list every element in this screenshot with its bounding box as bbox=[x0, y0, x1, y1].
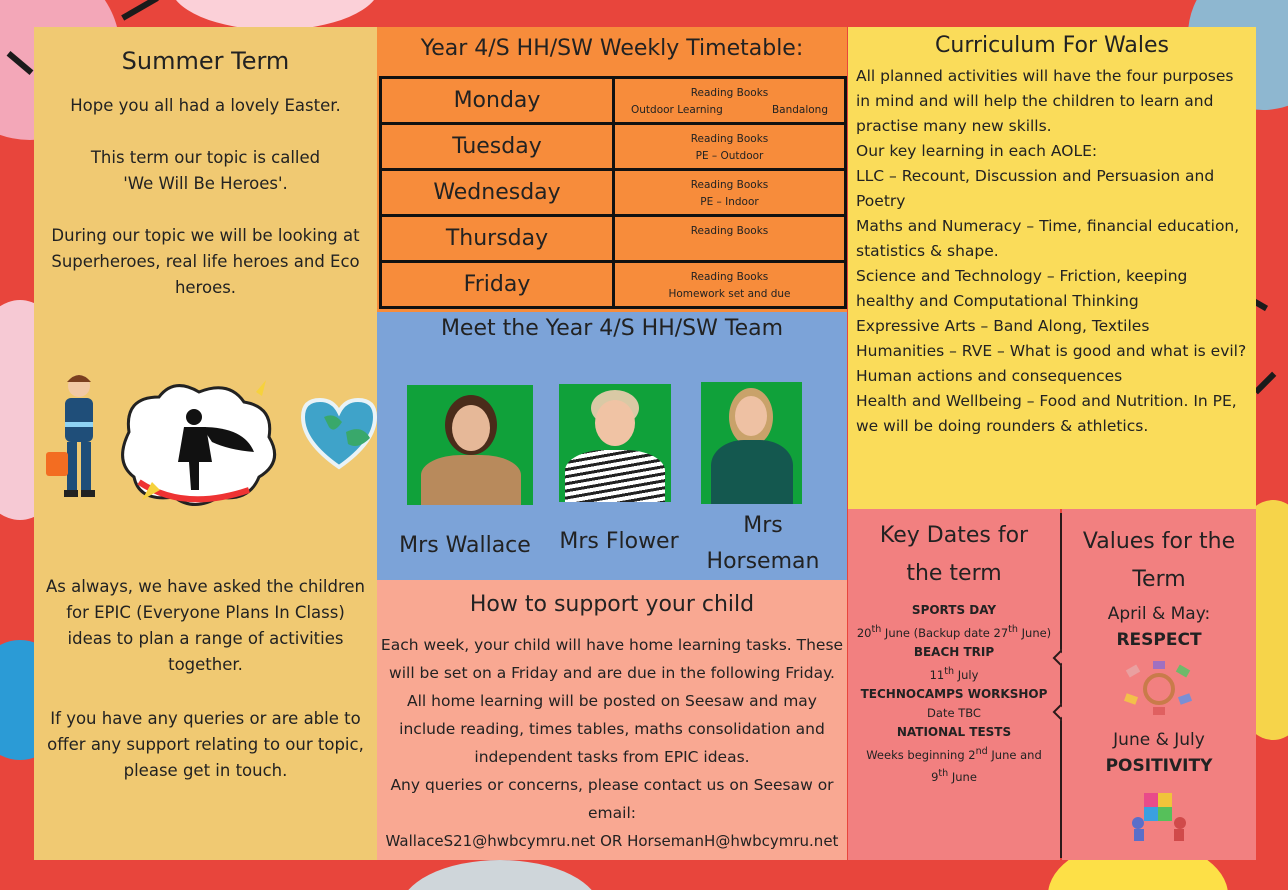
table-row bbox=[381, 78, 846, 124]
summer-term-title: Summer Term bbox=[121, 47, 290, 75]
support-body: Each week, your child will have home learning tasks. These will be set on a Friday and are due in the following Friday. All home learning will be posted on Seesaw and may include reading, times tables, maths consolidation and independent tasks from EPIC ideas. bbox=[380, 636, 844, 766]
title-line: the term bbox=[906, 561, 1002, 586]
support-panel bbox=[377, 580, 847, 860]
table-row bbox=[381, 170, 846, 216]
value-name: POSITIVITY bbox=[1105, 756, 1213, 776]
activity-line: Reading Books bbox=[690, 87, 769, 99]
activity-line: Reading Books bbox=[690, 133, 769, 145]
curriculum-item: Maths and Numeracy – Time, financial education, statistics & shape. bbox=[856, 217, 1240, 260]
team-panel bbox=[377, 312, 847, 580]
team-photo-horseman bbox=[701, 382, 802, 504]
activity-cell bbox=[614, 124, 846, 170]
value-name: RESPECT bbox=[1116, 630, 1202, 650]
positivity-puzzle-icon bbox=[1124, 783, 1194, 843]
epic-description: As always, we have asked the children for EPIC (Everyone Plans In Class) ideas to plan a range of activities together. bbox=[46, 577, 365, 674]
timetable-panel bbox=[377, 27, 847, 312]
activity-line: PE – Indoor bbox=[700, 196, 759, 208]
team-name-horseman bbox=[693, 508, 833, 580]
activity-line: Outdoor Learning bbox=[631, 104, 723, 116]
timetable-title: Year 4/S HH/SW Weekly Timetable: bbox=[420, 36, 804, 61]
event-date: 11th July bbox=[929, 665, 979, 682]
activity-cell bbox=[614, 78, 846, 124]
paramedic-icon bbox=[46, 375, 95, 497]
activity-line: PE – Outdoor bbox=[695, 150, 764, 162]
day-cell: Wednesday bbox=[381, 170, 614, 216]
support-contact: Any queries or concerns, please contact us on Seesaw or email: bbox=[390, 776, 834, 822]
contact-note: If you have any queries or are able to offer any support relating to our topic, please get in touch. bbox=[47, 709, 364, 780]
topic-description: During our topic we will be looking at Superheroes, real life heroes and Eco heroes. bbox=[51, 226, 360, 297]
timetable-table bbox=[379, 76, 847, 309]
day-cell: Friday bbox=[381, 262, 614, 308]
curriculum-item: LLC – Recount, Discussion and Persuasion and Poetry bbox=[856, 167, 1215, 210]
team-name-wallace: Mrs Wallace bbox=[399, 533, 531, 558]
activity-line: Homework set and due bbox=[668, 288, 791, 300]
team-photo-flower bbox=[559, 384, 671, 502]
activity-line: Reading Books bbox=[690, 179, 769, 191]
team-title: Meet the Year 4/S HH/SW Team bbox=[440, 316, 784, 341]
event-name: SPORTS DAY bbox=[911, 603, 997, 617]
summer-term-greeting: Hope you all had a lovely Easter. bbox=[70, 96, 341, 115]
name-line: Horseman bbox=[706, 549, 820, 574]
name-line: Mrs bbox=[743, 513, 783, 538]
activity-cell bbox=[614, 262, 846, 308]
curriculum-title: Curriculum For Wales bbox=[935, 33, 1169, 58]
superhero-burst-icon bbox=[123, 380, 275, 505]
summer-term-panel bbox=[34, 27, 377, 860]
title-line: Term bbox=[1132, 567, 1186, 592]
value-months: June & July bbox=[1113, 730, 1205, 750]
values-title bbox=[1062, 523, 1256, 599]
event-date: 20th June (Backup date 27th June) bbox=[856, 624, 1052, 640]
key-dates-panel bbox=[848, 509, 1060, 860]
team-name-flower: Mrs Flower bbox=[559, 529, 679, 554]
support-emails: WallaceS21@hwbcymru.net OR HorsemanH@hwbcymru.net bbox=[385, 832, 839, 850]
event-date: 9th June bbox=[931, 768, 977, 785]
curriculum-item: Health and Wellbeing – Food and Nutrition. In PE, we will be doing rounders & athletics. bbox=[856, 392, 1237, 435]
curriculum-key: Our key learning in each AOLE: bbox=[856, 142, 1098, 160]
respect-hands-icon bbox=[1119, 659, 1199, 719]
event-name: BEACH TRIP bbox=[913, 644, 995, 659]
table-row bbox=[381, 124, 846, 170]
table-row bbox=[381, 216, 846, 262]
day-cell: Tuesday bbox=[381, 124, 614, 170]
activity-cell bbox=[614, 170, 846, 216]
activity-cell bbox=[614, 216, 846, 262]
event-date: Date TBC bbox=[927, 705, 981, 720]
topic-intro: This term our topic is called bbox=[90, 148, 321, 167]
event-name: TECHNOCAMPS WORKSHOP bbox=[860, 686, 1048, 701]
day-cell: Thursday bbox=[381, 216, 614, 262]
topic-name: 'We Will Be Heroes'. bbox=[123, 174, 288, 193]
day-cell: Monday bbox=[381, 78, 614, 124]
support-title: How to support your child bbox=[469, 592, 755, 617]
key-dates-title bbox=[848, 517, 1060, 593]
curriculum-panel bbox=[848, 27, 1256, 509]
team-photo-wallace bbox=[407, 385, 533, 505]
curriculum-item: Humanities – RVE – What is good and what is evil? Human actions and consequences bbox=[856, 342, 1247, 385]
activity-line: Reading Books bbox=[690, 271, 769, 283]
values-panel bbox=[1062, 509, 1256, 860]
title-line: Values for the bbox=[1082, 529, 1236, 554]
value-months: April & May: bbox=[1107, 604, 1211, 624]
title-line: Key Dates for bbox=[879, 523, 1029, 548]
curriculum-item: Science and Technology – Friction, keeping healthy and Computational Thinking bbox=[856, 267, 1188, 310]
activity-line: Reading Books bbox=[690, 225, 769, 237]
event-name: NATIONAL TESTS bbox=[896, 724, 1012, 739]
curriculum-item: Expressive Arts – Band Along, Textiles bbox=[856, 317, 1150, 335]
activity-line: Bandalong bbox=[771, 104, 828, 116]
curriculum-intro: All planned activities will have the four purposes in mind and will help the children to learn and practise many new skills. bbox=[856, 67, 1234, 135]
table-row bbox=[381, 262, 846, 308]
hero-illustrations bbox=[34, 372, 377, 512]
earth-heart-icon bbox=[303, 400, 375, 467]
event-date: Weeks beginning 2nd June and bbox=[866, 745, 1042, 762]
